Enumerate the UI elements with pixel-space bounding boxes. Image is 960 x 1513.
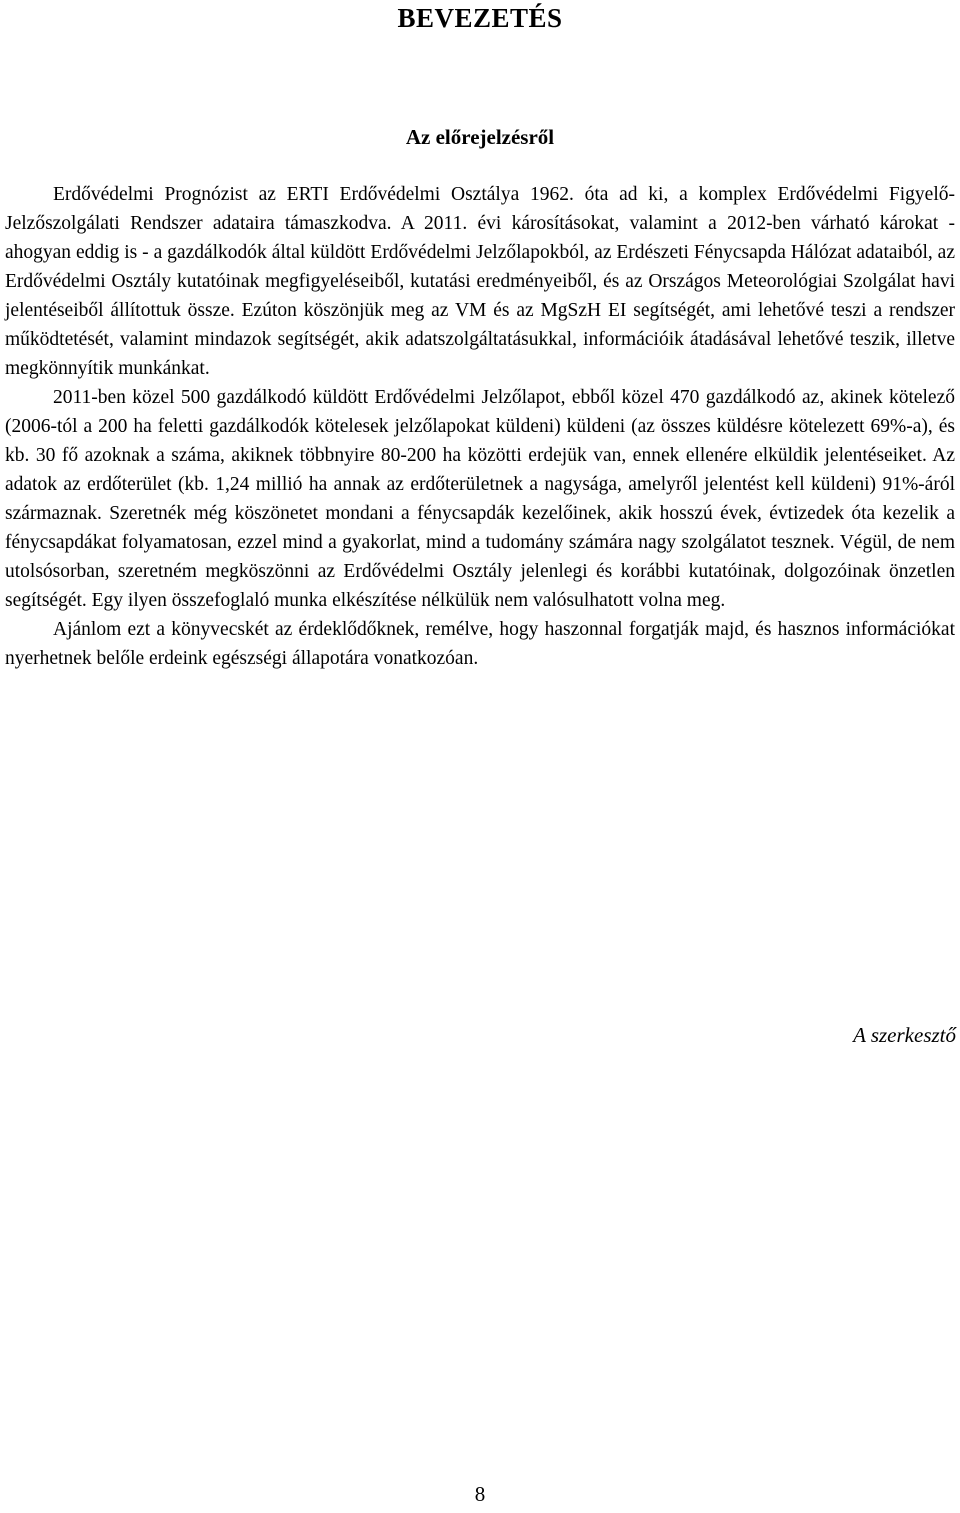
body-text — [5, 180, 955, 673]
page-number: 8 — [474, 1482, 486, 1506]
paragraph-1: Erdővédelmi Prognózist az ERTI Erdővédelmi Osztálya 1962. óta ad ki, a komplex Erdővédelmi Figyelő-Jelzőszolgálati Rendszer adataira támaszkodva. A 2011. évi károsításokat, valamint a 2012-ben várható károkat - ahogyan eddig is - a gazdálkodók által küldött Erdővédelmi Jelzőlapokból, az Erdészeti Fénycsapda Hálózat adataiból, az Erdővédelmi Osztály kutatóinak megfigyeléseiből, kutatási eredményeiből, és az Országos Meteorológiai Szolgálat havi jelentéseiből állítottuk össze. Ezúton köszönjük meg az VM és az MgSzH EI segítségét, ami lehetővé teszi a rendszer működtetését, valamint mindazok segítségét, akik adatszolgáltatásukkal, információik átadásával lehetővé teszik, illetve megkönnyítik munkánkat. — [5, 184, 955, 379]
page-title: BEVEZETÉS — [397, 3, 563, 33]
editor-signature: A szerkesztő — [853, 1023, 956, 1047]
paragraph-2: 2011-ben közel 500 gazdálkodó küldött Erdővédelmi Jelzőlapot, ebből közel 470 gazdálkodó az, akinek kötelező (2006-tól a 200 ha feletti gazdálkodók kötelesek jelzőlapokat küldeni) küldeni (az összes küldésre kötelezett 69%-a), és kb. 30 fő azoknak a száma, akiknek többnyire 80-200 ha közötti erdejük van, ennek ellenére elküldik jelentéseiket. Az adatok az erdőterület (kb. 1,24 millió ha annak az erdőterületnek a nagysága, amelyről jelentést kell küldeni) 91%-áról származnak. Szeretnék még köszönetet mondani a fénycsapdák kezelőinek, akik hosszú évek, évtizedek óta kezelik a fénycsapdákat folyamatosan, ezzel mind a gyakorlat, mind a tudomány számára nagy szolgálatot tesznek. Végül, de nem utolsósorban, szeretném megköszönni az Erdővédelmi Osztály jelenlegi és korábbi kutatóinak, dolgozóinak önzetlen segítségét. Egy ilyen összefoglaló munka elkészítése nélkülük nem valósulhatott volna meg. — [5, 387, 955, 611]
paragraph-3: Ajánlom ezt a könyvecskét az érdeklődőknek, remélve, hogy haszonnal forgatják majd, és hasznos információkat nyerhetnek belőle erdeink egészségi állapotára vonatkozóan. — [5, 619, 955, 669]
section-title: Az előrejelzésről — [405, 125, 555, 149]
